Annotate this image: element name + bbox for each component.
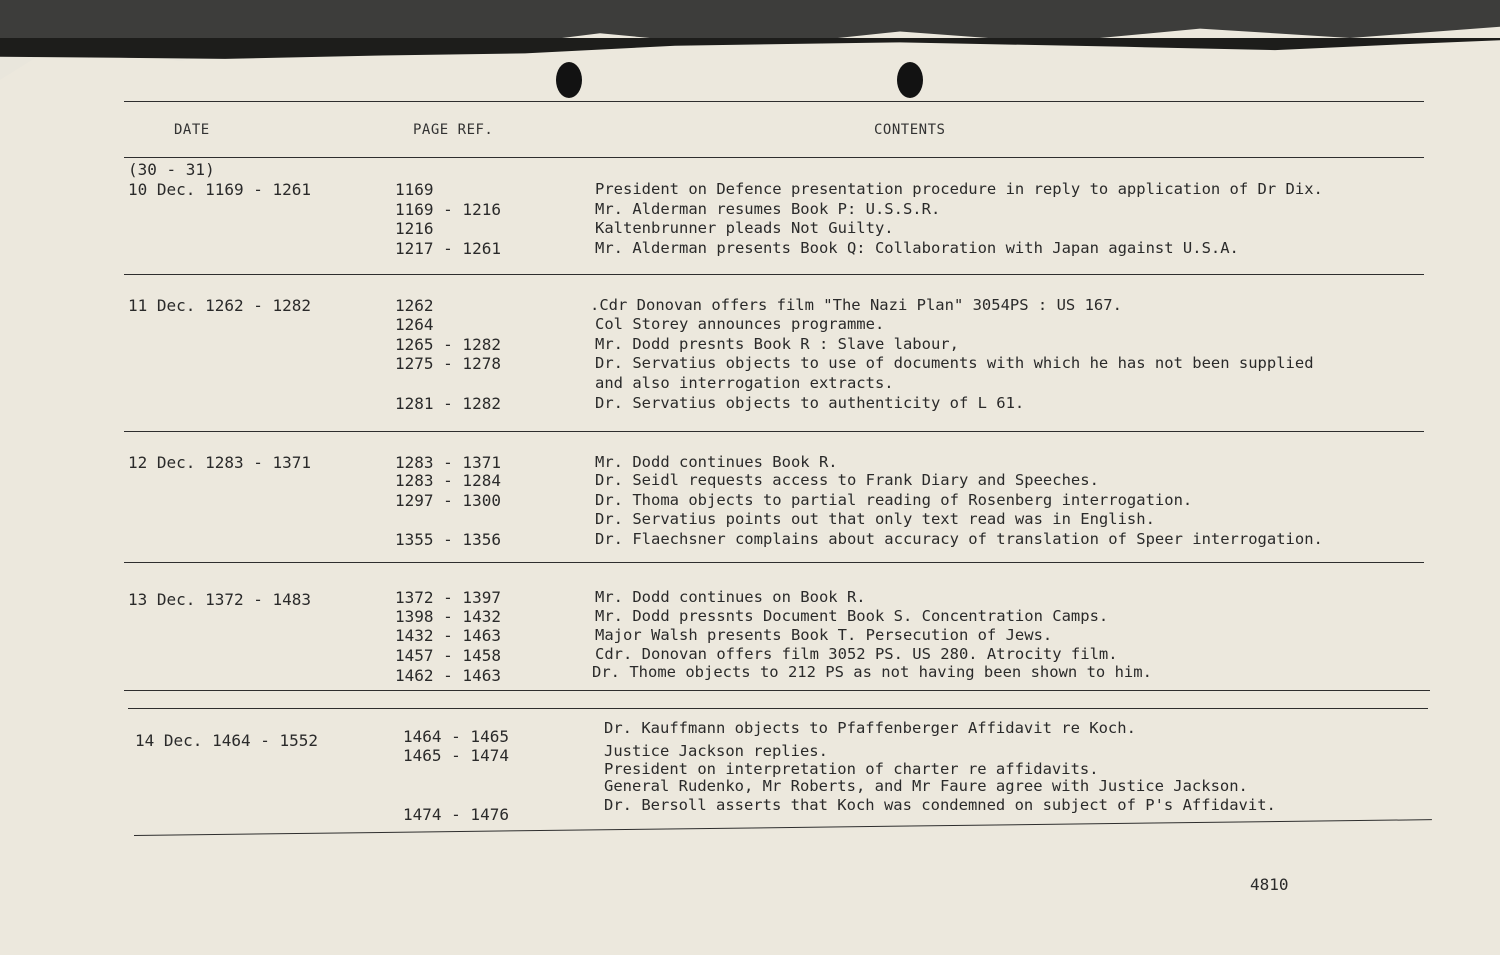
content-line: Mr. Alderman presents Book Q: Collaboration with Japan against U.S.A.: [595, 239, 1239, 257]
entry-date: 11 Dec. 1262 - 1282: [128, 296, 312, 315]
page-ref: 1217 - 1261: [395, 239, 501, 258]
punch-hole-right: [897, 62, 923, 98]
page-ref: 1465 - 1474: [403, 746, 509, 765]
page-ref: 1462 - 1463: [395, 666, 501, 685]
entry-date: 10 Dec. 1169 - 1261: [128, 180, 312, 199]
header-page-ref: PAGE REF.: [413, 122, 494, 138]
page-ref: 1169: [395, 180, 434, 199]
content-line: Kaltenbrunner pleads Not Guilty.: [595, 219, 894, 237]
entry-date: 12 Dec. 1283 - 1371: [128, 453, 312, 472]
content-line: Col Storey announces programme.: [595, 315, 885, 333]
entry-date: 13 Dec. 1372 - 1483: [128, 590, 312, 609]
header-bottom-rule: [124, 157, 1424, 158]
page-ref: 1457 - 1458: [395, 646, 501, 665]
page-ref: 1262: [395, 296, 434, 315]
content-line: Dr. Seidl requests access to Frank Diary and Speeches.: [595, 471, 1099, 489]
content-line: Dr. Flaechsner complains about accuracy of translation of Speer interrogation.: [595, 530, 1323, 548]
header-date: DATE: [174, 122, 210, 138]
content-line: Dr. Servatius points out that only text read was in English.: [595, 510, 1155, 528]
content-line: and also interrogation extracts.: [595, 374, 894, 392]
content-line: President on Defence presentation procedure in reply to application of Dr Dix.: [595, 180, 1323, 198]
page-ref: 1283 - 1371: [395, 453, 501, 472]
content-line: Mr. Dodd continues on Book R.: [595, 588, 866, 606]
paper-sheet: [0, 24, 1500, 955]
content-line: Dr. Thoma objects to partial reading of Rosenberg interrogation.: [595, 491, 1193, 509]
header-contents: CONTENTS: [874, 122, 946, 138]
content-line: General Rudenko, Mr Roberts, and Mr Faure agree with Justice Jackson.: [604, 777, 1248, 795]
page-ref: 1398 - 1432: [395, 607, 501, 626]
content-line: Mr. Dodd continues Book R.: [595, 453, 838, 471]
section-rule: [124, 690, 1430, 691]
page-ref: 1283 - 1284: [395, 471, 501, 490]
page-ref: 1169 - 1216: [395, 200, 501, 219]
page-ref: 1265 - 1282: [395, 335, 501, 354]
content-line: Dr. Thome objects to 212 PS as not having been shown to him.: [592, 663, 1152, 681]
content-line: Dr. Bersoll asserts that Koch was condemned on subject of P's Affidavit.: [604, 796, 1276, 814]
range-note: (30 - 31): [128, 160, 215, 179]
page-ref: 1372 - 1397: [395, 588, 501, 607]
section-rule: [124, 431, 1424, 432]
page-ref: 1464 - 1465: [403, 727, 509, 746]
content-line: Major Walsh presents Book T. Persecution of Jews.: [595, 626, 1053, 644]
page-ref: 1432 - 1463: [395, 626, 501, 645]
page-ref: 1355 - 1356: [395, 530, 501, 549]
page-ref: 1275 - 1278: [395, 354, 501, 373]
content-line: Dr. Servatius objects to authenticity of L 61.: [595, 394, 1025, 412]
page-ref: 1297 - 1300: [395, 491, 501, 510]
content-line: .Cdr Donovan offers film "The Nazi Plan" 3054PS : US 167.: [590, 296, 1122, 314]
section-rule: [128, 708, 1428, 709]
content-line: Dr. Servatius objects to use of documents with which he has not been supplied: [595, 354, 1314, 372]
section-rule: [124, 274, 1424, 275]
content-line: Mr. Dodd presnts Book R : Slave labour,: [595, 335, 959, 353]
page-ref: 1264: [395, 315, 434, 334]
content-line: President on interpretation of charter re affidavits.: [604, 760, 1099, 778]
content-line: Justice Jackson replies.: [604, 742, 828, 760]
content-line: Dr. Kauffmann objects to Pfaffenberger Affidavit re Koch.: [604, 719, 1136, 737]
content-line: Mr. Alderman resumes Book P: U.S.S.R.: [595, 200, 941, 218]
page-ref: 1216: [395, 219, 434, 238]
entry-date: 14 Dec. 1464 - 1552: [135, 731, 319, 750]
page-ref: 1474 - 1476: [403, 805, 509, 824]
page-ref: 1281 - 1282: [395, 394, 501, 413]
content-line: Mr. Dodd pressnts Document Book S. Concentration Camps.: [595, 607, 1109, 625]
content-line: Cdr. Donovan offers film 3052 PS. US 280. Atrocity film.: [595, 645, 1118, 663]
scan-top-background: [0, 0, 1500, 38]
punch-hole-left: [556, 62, 582, 98]
header-top-rule: [124, 101, 1424, 102]
section-rule: [124, 562, 1424, 563]
page-number: 4810: [1250, 875, 1289, 894]
